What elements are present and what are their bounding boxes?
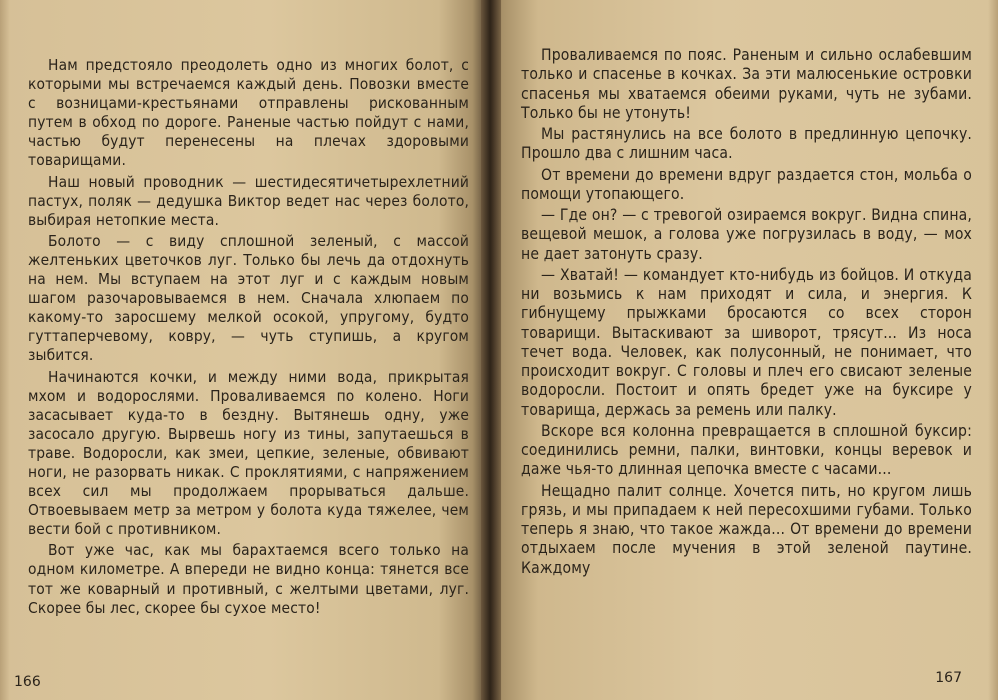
left-paragraph: Нам предстояло преодолеть одно из многих болот, с которыми мы встречаемся каждый день. Повозки вместе с возницами-крестьянами отправлены рискованным путем в обход по дороге. Раненые частью пойдут с нами, частью будут перенесены на плечах здоровыми товарищами. [28, 56, 469, 170]
left-page-edge [0, 0, 10, 700]
left-paragraph: Вот уже час, как мы барахтаемся всего только на одном километре. А впереди не видно конца: тянется все тот же коварный и противный, с желтыми цветами, луг. Скорее бы лес, скорее бы сухое место! [28, 541, 469, 617]
right-paragraph: Проваливаемся по пояс. Раненым и сильно ослабевшим только и спасенье в кочках. За эти малюсенькие островки спасенья мы хватаемся обеими руками, чуть не зубами. Только бы не утонуть! [521, 46, 972, 122]
book-gutter [481, 0, 501, 700]
left-paragraph: Болото — с виду сплошной зеленый, с массой желтеньких цветочков луг. Только бы лечь да отдохнуть на нем. Мы вступаем на этот луг и с каждым новым шагом разочаровываемся в нем. Сначала хлюпаем по какому-то заросшему мелкой осокой, упругому, будто гуттаперчевому, ковру, — чуть ступишь, а кругом зыбится. [28, 231, 469, 365]
left-paragraph: Начинаются кочки, и между ними вода, прикрытая мхом и водорослями. Проваливаемся по колено. Ноги засасывает куда-то в бездну. Вытянешь одну, уже засосало другую. Вырвешь ногу из тины, запутаешься в траве. Водоросли, как змеи, цепкие, зеленые, обвивают ноги, не разорвать никак. С проклятиями, с напряжением всех сил мы продолжаем прорываться дальше. Отвоевываем метр за метром у болота куда тяжелее, чем вести бой с противником. [28, 367, 469, 539]
right-page-text [521, 46, 972, 578]
right-page-edge [988, 0, 998, 700]
right-paragraph: — Хватай! — командует кто-нибудь из бойцов. И откуда ни возьмись к нам приходят и сила, и энергия. К гибнущему прыжками бросаются со всех сторон товарищи. Вытаскивают за шиворот, трясут... Из носа течет вода. Человек, как полусонный, не понимает, что происходит вокруг. С головы и плеч его свисают зеленые водоросли. Постоит и опять бредет уже на буксире у товарища, держась за ремень или палку. [521, 265, 972, 419]
right-paragraph: Нещадно палит солнце. Хочется пить, но кругом лишь грязь, и мы припадаем к ней пересохшими губами. Только теперь я знаю, что такое жажда... От времени до времени отдыхаем после мучения в этой зеленой паутине. Каждому [521, 481, 972, 577]
right-paragraph: — Где он? — с тревогой озираемся вокруг. Видна спина, вещевой мешок, а голова уже погрузилась в воду, — мох не дает затонуть сразу. [521, 206, 972, 263]
left-page-text [28, 56, 469, 618]
left-page-number: 166 [14, 674, 41, 690]
left-page [0, 0, 487, 700]
left-paragraph: Наш новый проводник — шестидесятичетырехлетний пастух, поляк — дедушка Виктор ведет нас через болото, выбирая нетопкие места. [28, 172, 469, 229]
right-page [487, 0, 998, 700]
right-paragraph: От времени до времени вдруг раздается стон, мольба о помощи утопающего. [521, 165, 972, 203]
right-page-number: 167 [935, 670, 962, 686]
right-paragraph: Мы растянулись на все болото в предлинную цепочку. Прошло два с лишним часа. [521, 125, 972, 163]
right-paragraph: Вскоре вся колонна превращается в сплошной буксир: соединились ремни, палки, винтовки, концы веревок и даже чья-то длинная цепочка вместе с часами... [521, 421, 972, 479]
